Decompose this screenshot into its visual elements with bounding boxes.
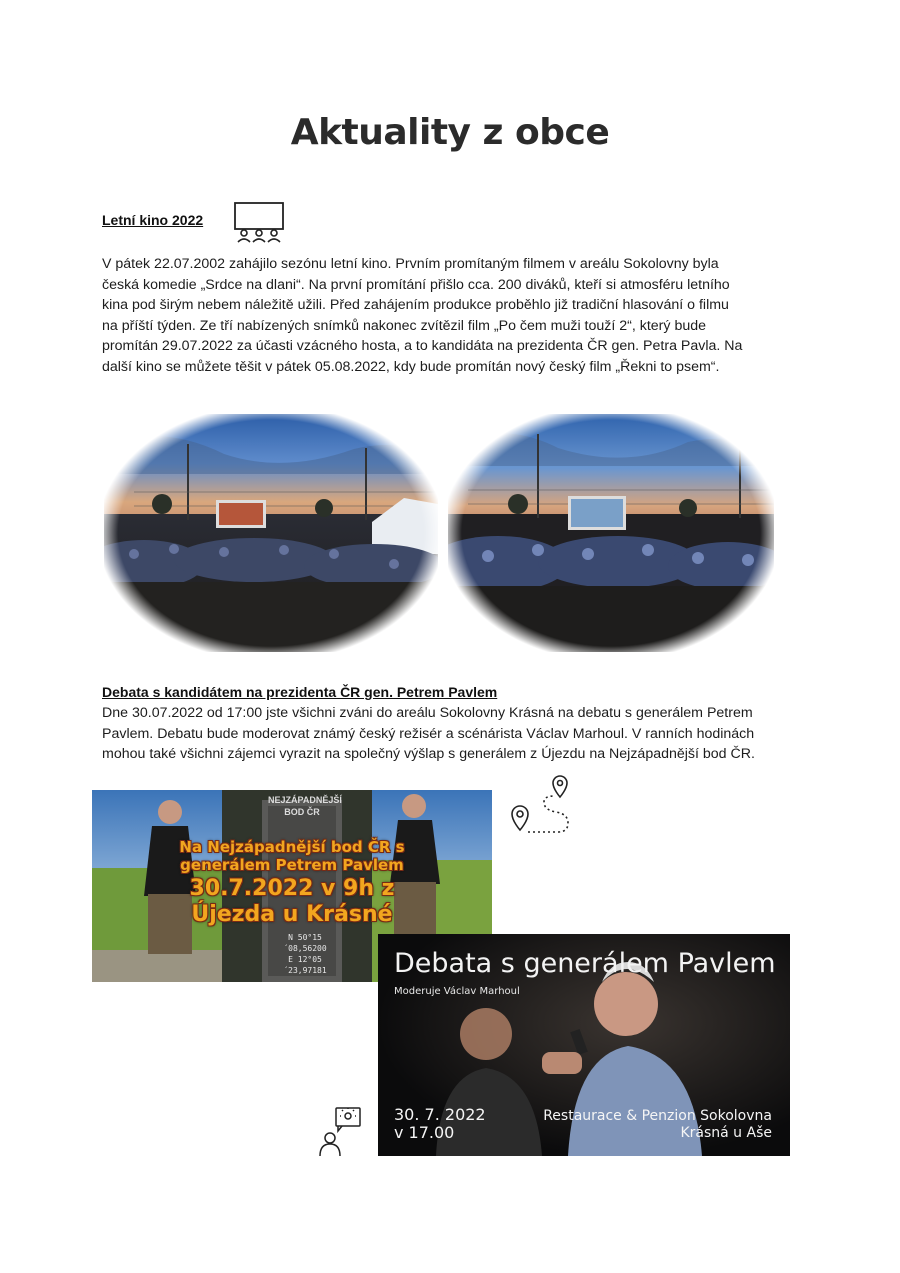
cinema-photo-2 [448,414,774,652]
poster2-town-line: Krásná u Aše [680,1125,772,1141]
paragraph-line: mohou také všichni zájemci vyrazit na společný výšlap s generálem z Újezdu na Nejzápadnější bod ČR. [102,746,755,763]
debate-text [102,703,802,765]
paragraph-line: na příští týden. Ze tří nabízených snímků nakonec zvítězil film „Po čem muži touží 2“, který bude [102,317,707,334]
paragraph-line: Pavlem. Debatu bude moderovat známý český režisér a scénárista Václav Marhoul. V ranních hodinách [102,725,755,742]
cinema-photo-1 [104,414,438,652]
poster2-title: Debata s generálem Pavlem [394,948,776,979]
stone-label [268,794,342,818]
stone-label-line: BOD ČR [284,807,320,817]
paragraph-line: kina pod širým nebem náležitě užili. Před zahájením produkce proběhlo již tradiční hlasování o filmu [102,297,729,314]
poster2-venue [543,1108,772,1142]
poster2-venue-line: Restaurace & Penzion Sokolovna [543,1108,772,1124]
poster1-line2: generálem Petrem Pavlem [180,856,404,874]
poster1-line3: 30.7.2022 v 9h z [189,876,395,901]
paragraph-line: česká komedie „Srdce na dlani“. Na první promítání přišlo cca. 200 diváků, kteří si atmosféru letního [102,276,730,293]
section-heading-summer-cinema: Letní kino 2022 [102,212,204,228]
debate-poster [378,934,790,1156]
paragraph-line: promítán 29.07.2022 za účasti vzácného hosta, a to kandidáta na prezidenta ČR gen. Petra Pavla. Na [102,338,743,355]
paragraph-line: Dne 30.07.2022 od 17:00 jste všichni zváni do areálu Sokolovny Krásná na debatu s generálem Petrem [102,705,753,721]
poster2-date-line: 30. 7. 2022 [394,1105,486,1124]
summer-cinema-text [102,254,786,378]
poster1-line4: Újezda u Krásné [191,902,393,927]
poster2-subtitle: Moderuje Václav Marhoul [394,986,520,997]
stone-coord-line: N 50°15´08,56200 [283,933,327,953]
poster1-line1: Na Nejzápadnější bod ČR s [179,838,405,856]
poster2-time-line: v 17.00 [394,1123,455,1142]
page-title: Aktuality z obce [290,112,610,153]
stone-coord-line: E 12°05´23,97181 [283,955,327,975]
poster2-date [394,1106,486,1142]
speaker-idea-icon [318,1106,364,1158]
paragraph-line: další kino se můžete těšit v pátek 05.08.2022, kdy bude promítán nový český film „Řekni to psem“. [102,358,720,375]
route-map-pin-icon [508,772,574,838]
paragraph-line: V pátek 22.07.2002 zahájilo sezónu letní kino. Prvním promítaným filmem v areálu Sokolovny byla [102,256,719,272]
section-heading-debate: Debata s kandidátem na prezidenta ČR gen. Petrem Pavlem [102,684,498,700]
stone-coordinates [270,932,340,976]
stone-label-line: NEJZÁPADNĚJŠÍ [268,795,342,805]
cinema-audience-icon [233,202,285,244]
